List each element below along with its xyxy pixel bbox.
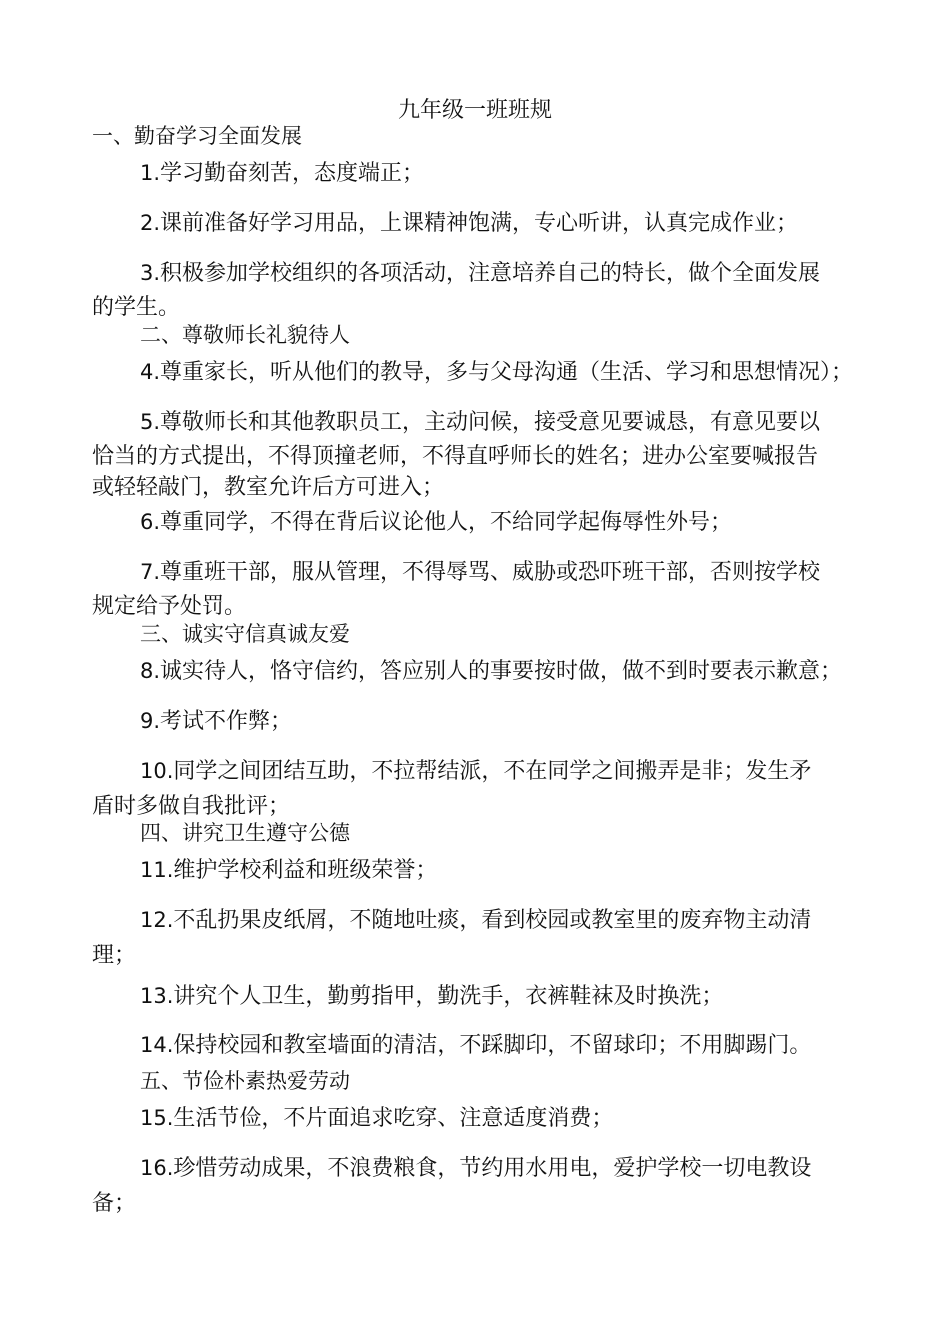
rule-item [140, 855, 437, 886]
rule-text: 尊敬师长和其他教职员工，主动问候，接受意见要诚恳，有意见要以 [160, 410, 821, 435]
rule-continuation [92, 941, 136, 971]
rule-continuation-text: 或轻轻敲门，教室允许后方可进入； [92, 475, 445, 500]
rule-continuation-text: 理； [92, 943, 137, 968]
rule-item [140, 905, 811, 936]
rule-number: 2. [140, 211, 161, 235]
section-heading [92, 121, 302, 151]
section-heading [140, 1066, 350, 1096]
rule-continuation [92, 293, 180, 323]
rule-text: 诚实待人，恪守信约，答应别人的事要按时做，做不到时要表示歉意； [160, 659, 843, 684]
rule-number: 4. [140, 360, 161, 384]
rule-text: 学习勤奋刻苦，态度端正； [160, 161, 425, 186]
rule-item [140, 1030, 811, 1061]
rule-number: 1. [140, 161, 161, 185]
rule-item [140, 656, 842, 687]
rule-text: 尊重班干部，服从管理，不得辱骂、威胁或恐吓班干部，否则按学校 [160, 560, 821, 585]
rule-item [140, 208, 798, 239]
rule-item [140, 557, 820, 588]
rule-text: 生活节俭，不片面追求吃穿、注意适度消费； [173, 1106, 614, 1131]
rule-continuation [92, 473, 444, 503]
rule-text: 积极参加学校组织的各项活动，注意培养自己的特长，做个全面发展 [160, 261, 821, 286]
rule-continuation [92, 592, 246, 622]
rule-number: 13. [140, 984, 174, 1008]
rule-text: 维护学校利益和班级荣誉； [173, 858, 438, 883]
section-heading-text: 三、诚实守信真诚友爱 [140, 622, 350, 646]
rule-item [140, 507, 732, 538]
rule-item [140, 706, 292, 737]
rule-continuation-text: 盾时多做自我批评； [92, 794, 291, 819]
rule-item [140, 357, 853, 388]
section-heading [140, 320, 350, 350]
rule-text: 考试不作弊； [160, 709, 293, 734]
rule-item [140, 1103, 613, 1134]
rule-number: 14. [140, 1033, 174, 1057]
section-heading-text: 二、尊敬师长礼貌待人 [140, 323, 350, 347]
section-heading-text: 一、勤奋学习全面发展 [92, 124, 302, 148]
rule-text: 尊重同学，不得在背后议论他人，不给同学起侮辱性外号； [160, 510, 733, 535]
rule-number: 5. [140, 410, 161, 434]
rule-number: 3. [140, 261, 161, 285]
rule-number: 12. [140, 908, 174, 932]
rule-number: 15. [140, 1106, 174, 1130]
section-heading [140, 818, 350, 848]
rule-text: 讲究个人卫生，勤剪指甲，勤洗手，衣裤鞋袜及时换洗； [173, 984, 724, 1009]
rule-text: 不乱扔果皮纸屑，不随地吐痰，看到校园或教室里的废弃物主动清 [173, 908, 812, 933]
document-title: 九年级一班班规 [397, 98, 552, 123]
rule-item [140, 1153, 811, 1184]
rule-number: 9. [140, 709, 161, 733]
rule-number: 7. [140, 560, 161, 584]
rule-number: 8. [140, 659, 161, 683]
rule-continuation-text: 备； [92, 1191, 137, 1216]
section-heading [140, 619, 350, 649]
rule-number: 10. [140, 759, 174, 783]
rule-text: 课前准备好学习用品，上课精神饱满，专心听讲，认真完成作业； [160, 211, 799, 236]
rule-text: 保持校园和教室墙面的清洁，不踩脚印，不留球印；不用脚踢门。 [173, 1033, 812, 1058]
rule-text: 同学之间团结互助，不拉帮结派，不在同学之间搬弄是非；发生矛 [173, 759, 812, 784]
rule-item [140, 981, 723, 1012]
rule-number: 11. [140, 858, 174, 882]
rule-continuation-text: 恰当的方式提出，不得顶撞老师，不得直呼师长的姓名；进办公室要喊报告 [92, 444, 819, 469]
rule-continuation [92, 442, 818, 472]
rule-text: 珍惜劳动成果，不浪费粮食，节约用水用电，爱护学校一切电教设 [173, 1156, 812, 1181]
rule-item [140, 407, 820, 438]
rule-item [140, 258, 820, 289]
rule-item [140, 158, 424, 189]
rule-item [140, 756, 811, 787]
rule-text: 尊重家长，听从他们的教导，多与父母沟通（生活、学习和思想情况）； [160, 360, 854, 385]
rule-continuation-text: 的学生。 [92, 295, 181, 320]
rule-number: 6. [140, 510, 161, 534]
section-heading-text: 五、节俭朴素热爱劳动 [140, 1069, 350, 1093]
rule-number: 16. [140, 1156, 174, 1180]
section-heading-text: 四、讲究卫生遵守公德 [140, 821, 350, 845]
rule-continuation [92, 1189, 136, 1219]
rule-continuation-text: 规定给予处罚。 [92, 594, 247, 619]
